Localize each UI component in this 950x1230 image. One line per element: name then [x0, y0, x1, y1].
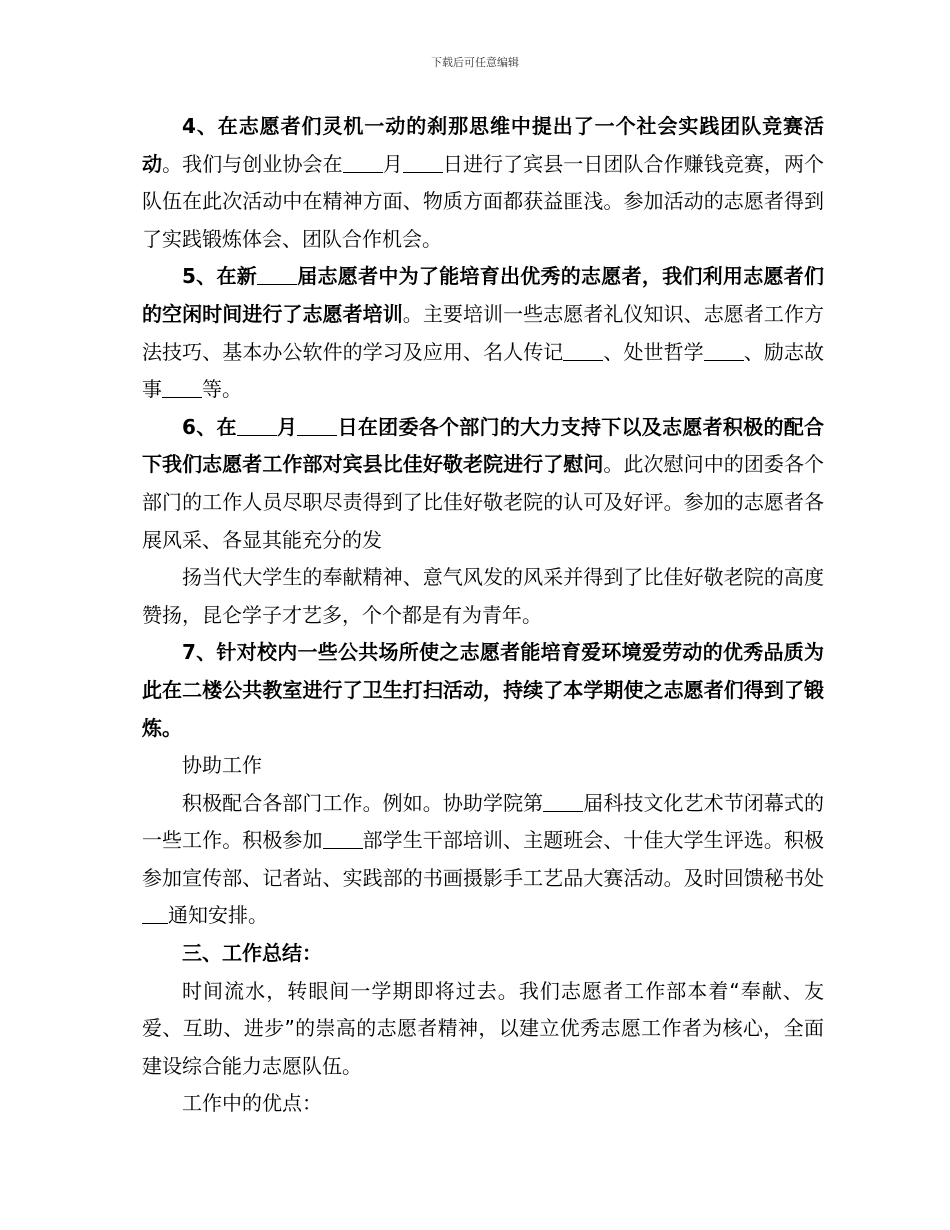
paragraph-4-text-b: 月: [382, 151, 403, 176]
paragraph-6-bold-a: 6、在: [182, 414, 237, 439]
paragraph-5-text-d: 等。: [202, 377, 242, 402]
paragraph-4-text-a: 。我们与创业协会在: [162, 151, 343, 176]
blank-underline: [323, 828, 363, 849]
paragraph-4-text-c: 日进行了宾县一日团队合作赚钱竞赛，两个队伍在此次活动中在精神方面、物质方面都获益匪浅。参加活动的志愿者得到了实践锻炼体会、团队合作机会。: [142, 151, 825, 251]
blank-underline: [162, 377, 202, 398]
paragraph-4: [142, 108, 824, 258]
paragraph-5-bold-b: 届志愿者中为了能培育出优秀的志愿者，我们利用志愿者们的空闲时间进行了志愿者培训: [142, 264, 825, 326]
assist-text-d: 通知安排。: [168, 903, 268, 928]
header-note: 下载后可任意编辑: [431, 56, 519, 69]
paragraph-6: [142, 409, 824, 559]
paragraph-5-text-b: 、处世哲学: [603, 339, 704, 364]
blank-underline: [142, 903, 168, 924]
blank-underline: [563, 340, 603, 361]
paragraph-5-text-c: 、励志故事: [142, 339, 825, 402]
blank-underline: [237, 415, 277, 436]
assist-text-c: 部学生干部培训、主题班会、十佳大学生评选。积极参加宣传部、记者站、实践部的书画摄影手工艺品大赛活动。及时回馈秘书处: [142, 828, 824, 890]
paragraph-4-bold: 4、在志愿者们灵机一动的刹那思维中提出了一个社会实践团队竞赛活动: [142, 114, 824, 176]
blank-underline: [257, 264, 297, 285]
paragraph-6-text-a: 。此次慰问中的团委各个部门的工作人员尽职尽责得到了比佳好敬老院的认可及好评。参加的志愿者各展风采、各显其能充分的发: [142, 452, 825, 552]
paragraph-6-continued: 扬当代大学生的奉献精神、意气风发的风采并得到了比佳好敬老院的高度赞扬，昆仑学子才艺多，个个都是有为青年。: [142, 565, 824, 627]
assist-text-a: 积极配合各部门工作。例如。协助学院第: [182, 790, 544, 815]
assist-paragraph: [142, 785, 824, 935]
summary-paragraph: 时间流水，转眼间一学期即将过去。我们志愿者工作部本着“奉献、友爱、互助、进步”的崇高的志愿者精神，以建立优秀志愿工作者为核心，全面建设综合能力志愿队伍。: [142, 978, 824, 1078]
summary-heading: 三、工作总结：: [182, 941, 322, 966]
merits-heading: 工作中的优点：: [182, 1091, 322, 1116]
blank-underline: [297, 415, 337, 436]
blank-underline: [403, 152, 443, 173]
blank-underline: [704, 340, 744, 361]
blank-underline: [343, 152, 383, 173]
paragraph-5: [142, 258, 824, 408]
assist-text-b: 届科技文化艺术节闭幕式的一些工作。积极参加: [142, 790, 825, 853]
paragraph-7: 7、针对校内一些公共场所使之志愿者能培育爱环境爱劳动的优秀品质为此在二楼公共教室进行了卫生打扫活动，持续了本学期使之志愿者们得到了锻炼。: [142, 640, 824, 740]
blank-underline: [543, 791, 583, 812]
paragraph-6-bold-b: 月: [276, 414, 298, 439]
assist-heading: 协助工作: [182, 753, 262, 778]
document-body: [142, 108, 824, 1123]
paragraph-5-bold-a: 5、在新: [182, 264, 257, 289]
paragraph-5-text-a: 。主要培训一些志愿者礼仪知识、志愿者工作方法技巧、基本办公软件的学习及应用、名人传记: [142, 301, 825, 364]
paragraph-6-bold-c: 日在团委各个部门的大力支持下以及志愿者积极的配合下我们志愿者工作部对宾县比佳好敬老院进行了慰问: [142, 414, 825, 477]
